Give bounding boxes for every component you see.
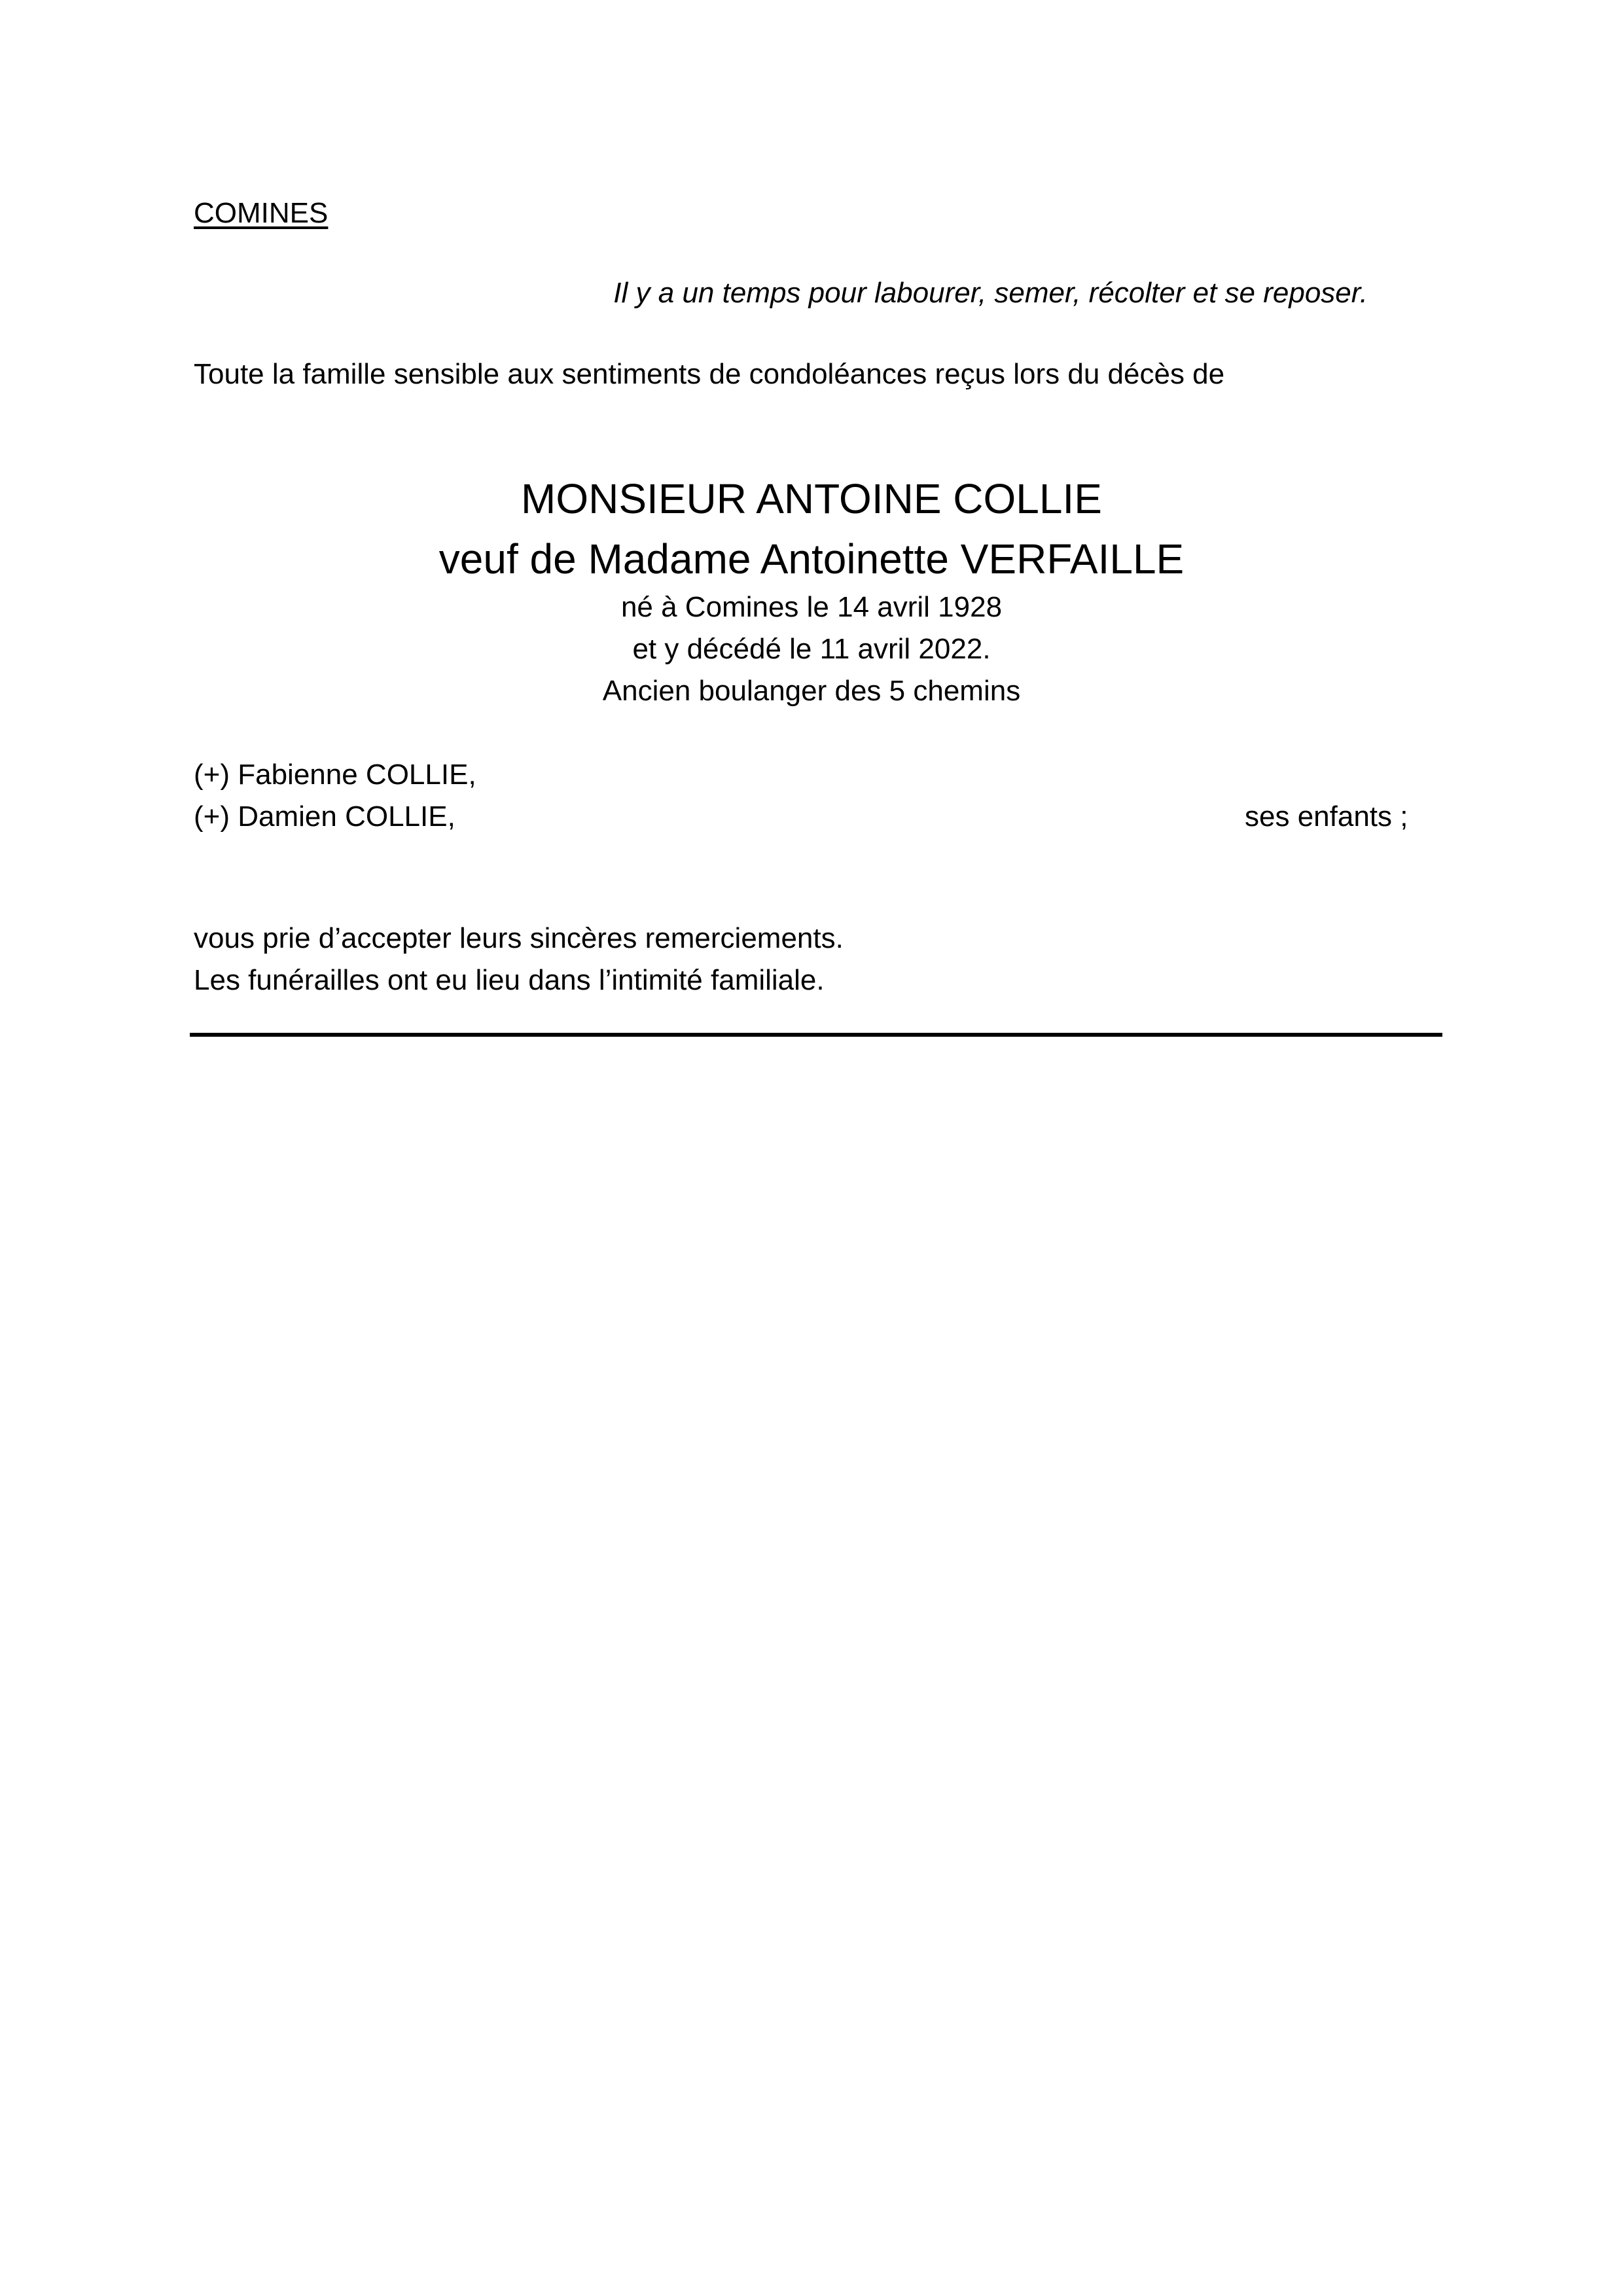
epigraph-quote: Il y a un temps pour labourer, semer, récolter et se reposer. — [613, 277, 1368, 309]
death-line: et y décédé le 11 avril 2022. — [632, 633, 991, 665]
occupation-line: Ancien boulanger des 5 chemins — [602, 675, 1021, 707]
deceased-name: MONSIEUR ANTOINE COLLIE — [521, 475, 1102, 522]
relation-label: ses enfants ; — [1245, 800, 1408, 833]
city-heading: COMINES — [194, 197, 329, 229]
bottom-divider — [190, 1033, 1442, 1037]
child-entry: (+) Damien COLLIE, — [194, 800, 455, 833]
intro-sentence: Toute la famille sensible aux sentiments de condoléances reçus lors du décès de — [194, 358, 1225, 390]
thanks-line: vous prie d’accepter leurs sincères remerciements. — [194, 922, 844, 954]
child-entry: (+) Fabienne COLLIE, — [194, 759, 476, 791]
birth-line: né à Comines le 14 avril 1928 — [620, 591, 1003, 623]
funeral-line: Les funérailles ont eu lieu dans l’intimité familiale. — [194, 964, 825, 996]
widow-of-line: veuf de Madame Antoinette VERFAILLE — [438, 535, 1185, 583]
